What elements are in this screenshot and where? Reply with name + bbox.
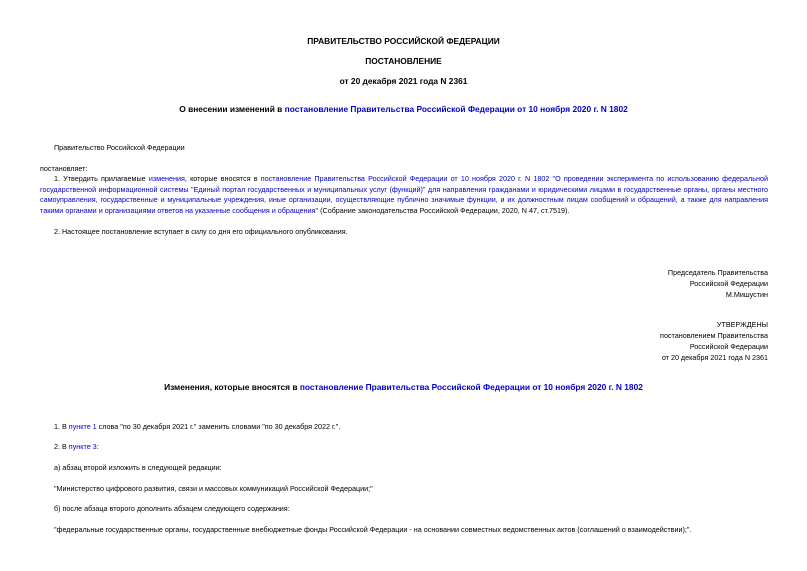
issuer: Правительство Российской Федерации [54, 143, 185, 152]
signature-position-1: Председатель Правительства [667, 268, 768, 277]
changes-title-act-link[interactable]: постановление Правительства Российской Федерации от 10 ноября 2020 г. N 1802 [299, 382, 643, 392]
document-title [0, 104, 807, 114]
paragraph-1-changes-link[interactable]: изменения [148, 174, 185, 183]
signature-name: М.Мишустин [725, 290, 768, 299]
document-title-prefix: О внесении изменений в [179, 104, 285, 114]
approval-line-4: от 20 декабря 2021 года N 2361 [661, 353, 768, 362]
paragraph-2: 2. Настоящее постановление вступает в силу со дня его официального опубликования. [54, 227, 348, 236]
signature-position-2: Российской Федерации [689, 279, 768, 288]
approval-line-2: постановлением Правительства [660, 331, 768, 340]
paragraph-1-act-link[interactable]: постановление Правительства Российской Федерации от 10 ноября 2020 г. N 1802 "О проведении эксперимента по использованию федеральной государственной информационной системы "Единый портал государственных и муниципальных услуг (функций)" для направления гражданами и юридическими лицами в государственные органы, органы местного самоуправления, государственные и муниципальные учреждения, иные организации, осуществляющие публично значимые функции, и их должностным лицам сообщений и обращений, а также для направления такими органами и организациями ответов на указанные сообщения и обращения" [40, 174, 768, 215]
item-2-point-link[interactable]: пункте 3 [68, 442, 97, 451]
change-quote-2: "федеральные государственные органы, государственные внебюджетные фонды Российской Федерации - на основании совместных ведомственных актов (соглашений о взаимодействии);". [54, 525, 692, 534]
change-item-1: 1. В пункте 1 слова "по 30 декабря 2021 г." заменить словами "по 30 декабря 2022 г.". [54, 422, 341, 431]
changes-title [0, 382, 807, 392]
government-name: ПРАВИТЕЛЬСТВО РОССИЙСКОЙ ФЕДЕРАЦИИ [307, 36, 500, 46]
change-sub-b: б) после абзаца второго дополнить абзацем следующего содержания: [54, 504, 290, 513]
changes-title-prefix: Изменения, которые вносятся в [164, 382, 300, 392]
change-sub-a: а) абзац второй изложить в следующей редакции: [54, 463, 222, 472]
change-quote-1: "Министерство цифрового развития, связи и массовых коммуникаций Российской Федерации;" [54, 484, 373, 493]
item-1-point-link[interactable]: пункте 1 [68, 422, 97, 431]
change-item-2: 2. В пункте 3: [54, 442, 99, 451]
paragraph-1: 1. Утвердить прилагаемые изменения, которые вносятся в постановление Правительства Российской Федерации от 10 ноября 2020 г. N 1802 "О проведении эксперимента по использованию федеральной государственной информационной системы "Единый портал государственных и муниципальных услуг (функций)" для направления гражданами и юридическими лицами в государственные органы, органы местного самоуправления, государственные и муниципальные учреждения, иные организации, осуществляющие публично значимые функции, и их должностным лицам сообщений и обращений, а также для направления такими органами и организациями ответов на указанные сообщения и обращения" (Собрание законодательства Российской Федерации, 2020, N 47, ст.7519). [40, 174, 768, 215]
title-amended-act-link[interactable]: постановление Правительства Российской Федерации от 10 ноября 2020 г. N 1802 [284, 104, 628, 114]
approval-line-1: УТВЕРЖДЕНЫ [716, 320, 768, 329]
document-date-number: от 20 декабря 2021 года N 2361 [339, 76, 468, 86]
decrees-word: постановляет: [40, 164, 88, 173]
document-type: ПОСТАНОВЛЕНИЕ [365, 56, 442, 66]
approval-line-3: Российской Федерации [689, 342, 768, 351]
